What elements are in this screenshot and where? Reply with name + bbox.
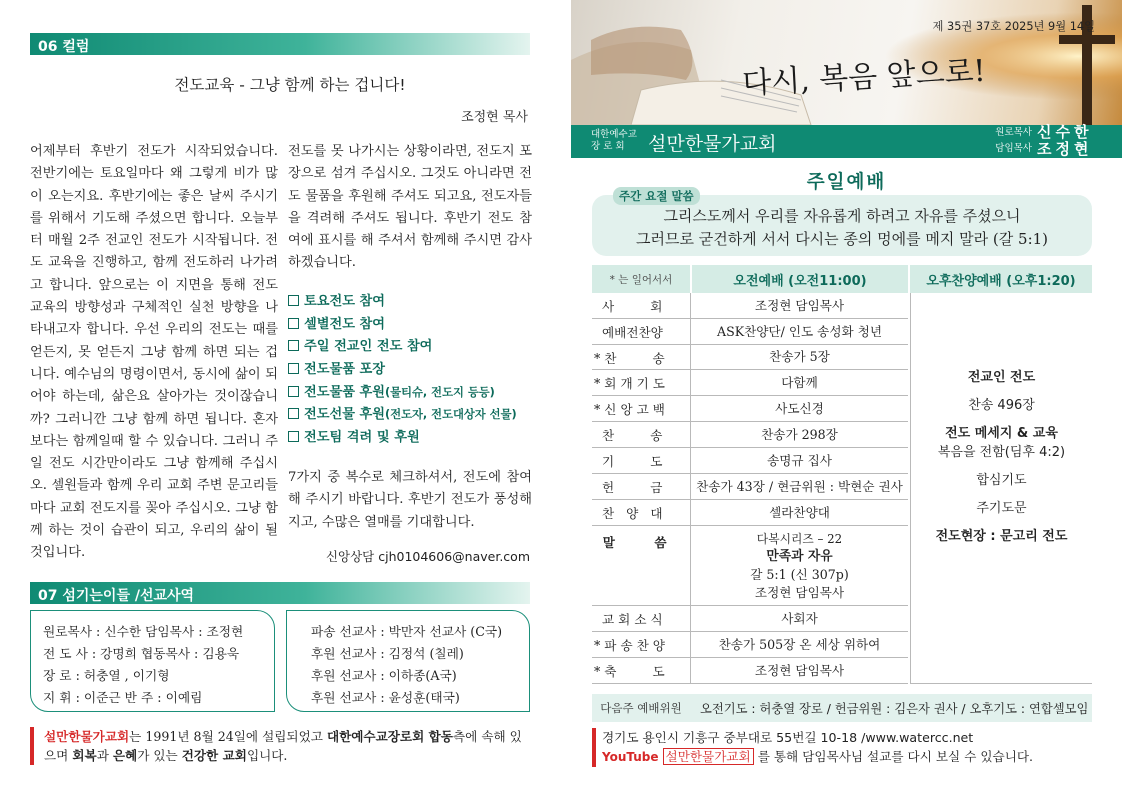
youtube-logo: YouTube <box>602 750 659 764</box>
verse-line: 그러므로 굳건하게 서서 다시는 종의 멍에를 메지 말라 (갈 5:1) <box>635 230 1049 248</box>
service-row <box>592 370 908 396</box>
checklist-item <box>288 313 538 336</box>
next-week-label: 다음주 예배위원 <box>600 701 682 715</box>
service-value <box>691 370 908 395</box>
service-value <box>691 606 908 631</box>
church-bar <box>571 125 1122 158</box>
service-value <box>691 319 908 344</box>
service-value <box>691 448 908 473</box>
service-value-line: ASK찬양단/ 인도 송성화 청년 <box>716 323 883 339</box>
service-value-line: 조정현 담임목사 <box>754 662 845 678</box>
service-item: * 신 앙 고 백 <box>592 396 691 421</box>
service-item: 헌 금 <box>592 474 691 499</box>
service-value-line: 사도신경 <box>775 400 824 416</box>
service-row <box>592 396 908 422</box>
service-item: * 파 송 찬 양 <box>592 632 691 657</box>
intro-text: 입니다. <box>246 748 288 763</box>
service-row <box>592 293 908 319</box>
role-label: 원로목사 <box>995 127 1032 138</box>
church-contact <box>592 728 1092 767</box>
checklist-item <box>288 335 538 358</box>
missions-box <box>286 610 530 712</box>
service-item: 말 씀 <box>592 526 691 605</box>
servants-row: 지 휘 : 이준근 반 주 : 이예림 <box>43 690 203 705</box>
service-row <box>592 632 908 658</box>
service-item: * 찬 송 <box>592 345 691 369</box>
checklist-note: (물티슈, 전도지 등등) <box>385 385 495 399</box>
youtube-channel-link[interactable]: 설만한물가교회 <box>663 748 754 765</box>
service-value-line: 다복시리즈 – 22 <box>756 531 843 546</box>
verse-line: 그리스도께서 우리를 자유롭게 하려고 자유를 주셨으니 <box>663 207 1021 225</box>
youtube-text: 를 통해 담임목사님 설교를 다시 보실 수 있습니다. <box>753 749 1034 764</box>
afternoon-service-order <box>910 293 1092 684</box>
checklist-item <box>288 426 538 449</box>
service-row <box>592 658 908 684</box>
checklist-item <box>288 358 538 381</box>
missions-row: 후원 선교사 : 김정석 (칠레) <box>311 646 464 661</box>
missions-row: 후원 선교사 : 이하종(A국) <box>311 668 457 683</box>
checklist-item <box>288 403 538 426</box>
service-value-line: 갈 5:1 (신 307p) <box>750 566 849 582</box>
checklist-note: (전도자, 전도대상자 선물) <box>385 408 517 422</box>
service-item: * 축 도 <box>592 658 691 683</box>
afternoon-item: 전도현장 : 문고리 전도 <box>935 529 1068 544</box>
checklist-label: 전도팀 격려 및 후원 <box>304 430 420 446</box>
column-paragraph-2: 전도를 못 나가시는 상황이라면, 전도지 포장으로 섬겨 주십시오. 그것도 아니라면 전도 물품을 후원해 주셔도 되고요, 전도자들을 격려해 주셔도 됩니다. 후반기 전도 참여에 표시를 해 주셔서 함께해 주시면 감사하겠습니다. <box>288 144 532 271</box>
service-value <box>691 658 908 683</box>
afternoon-item: 전교인 전도 <box>967 370 1036 385</box>
service-row <box>592 526 908 606</box>
intro-word: 은혜 <box>112 748 138 763</box>
intro-word: 회복 <box>72 748 97 763</box>
evangelism-checklist <box>288 290 538 449</box>
service-value-line: 셀라찬양대 <box>769 504 830 520</box>
column-paragraph-3: 7가지 중 복수로 체크하셔서, 전도에 참여해 주시기 바랍니다. 후반기 전도가 풍성해 지고, 수많은 열매를 기대합니다. <box>288 470 532 530</box>
intro-text: 과 <box>96 748 113 763</box>
worship-title: 주일예배 <box>806 172 887 193</box>
checkbox-icon <box>288 318 299 329</box>
afternoon-item: 합심기도 <box>976 473 1027 488</box>
intro-text: 측에 속해 있으며 <box>44 729 522 763</box>
afternoon-item: 찬송 496장 <box>968 398 1035 413</box>
service-row <box>592 319 908 345</box>
service-row <box>592 500 908 526</box>
checklist-label: 셀별전도 참여 <box>304 316 386 332</box>
next-week-servers <box>592 694 1092 722</box>
denomination-label <box>591 129 637 152</box>
service-value <box>691 396 908 421</box>
service-value <box>691 345 908 369</box>
missions-row: 파송 선교사 : 박만자 선교사 (C국) <box>311 624 503 639</box>
morning-service-header: 오전예배 (오전11:00) <box>692 265 908 293</box>
checklist-item <box>288 290 538 313</box>
intro-text: 가 있는 <box>137 748 182 763</box>
church-name-red: 설만한물가교회 <box>44 729 130 744</box>
denomination-line: 장 로 회 <box>591 140 625 152</box>
service-value-line: 찬송가 298장 <box>761 426 838 442</box>
counsel-contact: 신앙상담 cjh0104606@naver.com <box>325 549 530 564</box>
pastor-name: 조정현 <box>1037 140 1093 158</box>
verse-tag: 주간 요절 말씀 <box>613 187 700 205</box>
service-value <box>691 526 908 605</box>
servants-row: 원로목사 : 신수한 담임목사 : 조정현 <box>43 624 244 639</box>
service-item: 예배전찬양 <box>592 319 691 344</box>
service-value <box>691 500 908 525</box>
service-value-line: 찬송가 505장 온 세상 위하여 <box>718 636 881 652</box>
service-value-line: 송명규 집사 <box>767 452 832 468</box>
service-item: 기 도 <box>592 448 691 473</box>
servants-row: 전 도 사 : 강명희 협동목사 : 김용욱 <box>43 646 240 661</box>
checkbox-icon <box>288 363 299 374</box>
intro-word: 건강한 교회 <box>181 748 247 763</box>
pastor-name: 신수한 <box>1037 123 1093 141</box>
service-value-line: 만족과 자유 <box>766 548 833 564</box>
checkbox-icon <box>288 340 299 351</box>
intro-text: 는 1991년 8월 24일에 설립되었고 <box>129 729 327 744</box>
checklist-label: 토요전도 참여 <box>304 294 386 309</box>
service-item: 찬 양 대 <box>592 500 691 525</box>
afternoon-item: 전도 메세지 & 교육 <box>945 426 1058 441</box>
service-value <box>691 293 908 318</box>
slogan: 다시, 복음 앞으로! <box>741 53 987 102</box>
checklist-label: 주일 전교인 전도 참여 <box>304 339 433 355</box>
morning-service-order <box>592 293 908 684</box>
service-value <box>691 632 908 657</box>
denomination-line: 대한예수교 <box>591 129 637 140</box>
service-item: * 회 개 기 도 <box>592 370 691 395</box>
pastor-roles <box>978 125 1032 157</box>
service-item: 사 회 <box>592 293 691 318</box>
missions-row: 후원 선교사 : 윤성훈(태국) <box>311 690 460 705</box>
service-value-line: 찬송가 5장 <box>769 349 830 364</box>
pastor-names <box>1037 124 1092 158</box>
column-paragraph-1: 어제부터 후반기 전도가 시작되었습니다. 전반기에는 토요일마다 왜 그렇게 비가 많이 오는지요. 후반기에는 좋은 날씨 주시기를 위해서 기도해 주셨으면 합니다. 오늘부터 매월 2주 전교인 전도가 시작됩니다. 전도 교육을 진행하고, 함께 전도하러 나가려고 합니다. 앞으로는 이 지면을 통해 전도 교육의 방향성과 구체적인 실천 방향을 나타내고자 합니다. 우선 우리의 전도는 때를 얻든지, 못 얻든지 그냥 함께 하면 되는 겁니다. 예수님의 명령이면서, 동시에 삶이 되어야 하는데, 삶은요 살아가는 것이잖습니까? 그러니깐 그냥 함께 하면 됩니다. 혼자보다는 함께일때 할 수 있습니다. 그러니 주일 전도 시간만이라도 그냥 함께해 주십시오. 셀원들과 함께 우리 교회 주변 문고리들마다 교회 전도지를 꽂아 주십시오. 그냥 함께 하는 것이 습관이 되고, 우리의 삶이 될 것입니다. <box>30 144 278 561</box>
service-item: 찬 송 <box>592 422 691 447</box>
next-week-value: 오전기도 : 허충열 장로 / 헌금위원 : 김은자 권사 / 오후기도 : 연합셀모임 <box>700 702 1089 716</box>
column-title: 전도교육 - 그냥 함께 하는 겁니다! <box>174 76 406 94</box>
issue-info: 제 35권 37호 2025년 9월 14일 <box>932 20 1095 33</box>
checklist-label: 전도물품 후원 <box>304 384 386 400</box>
service-value <box>691 474 908 499</box>
address: 경기도 용인시 기흥구 중부대로 55번길 10-18 /www.watercc.net <box>602 730 974 745</box>
checklist-item <box>288 381 538 404</box>
checkbox-icon <box>288 295 299 306</box>
weekly-verse <box>592 205 1092 251</box>
column-author: 조정현 목사 <box>461 110 528 125</box>
service-value <box>691 422 908 447</box>
servants-box <box>30 610 275 712</box>
service-value-line: 조정현 담임목사 <box>754 297 845 313</box>
section-07-header: 07 섬기는이들 /선교사역 <box>30 582 530 604</box>
church-name: 설만한물가교회 <box>648 133 777 155</box>
checkbox-icon <box>288 386 299 397</box>
checklist-label: 전도물품 포장 <box>304 362 386 378</box>
standing-note: * 는 일어서서 <box>592 265 690 293</box>
service-value-line: 찬송가 43장 / 현금위원 : 박현순 권사 <box>696 478 903 494</box>
service-row <box>592 448 908 474</box>
service-value-line: 다함께 <box>781 374 818 390</box>
checkbox-icon <box>288 431 299 442</box>
service-row <box>592 345 908 370</box>
service-row <box>592 474 908 500</box>
servants-row: 장 로 : 허충열 , 이기형 <box>43 668 170 683</box>
afternoon-item: 복음을 전함(딤후 4:2) <box>937 445 1066 460</box>
service-item: 교 회 소 식 <box>592 606 691 631</box>
service-value-line: 사회자 <box>781 610 818 626</box>
church-intro <box>30 727 530 765</box>
service-row <box>592 422 908 448</box>
denomination: 대한예수교장로회 합동 <box>326 729 453 744</box>
checklist-label: 전도선물 후원 <box>304 407 386 423</box>
checkbox-icon <box>288 408 299 419</box>
youtube-line <box>602 747 1092 767</box>
afternoon-service-header: 오후찬양예배 (오후1:20) <box>910 265 1092 293</box>
service-row <box>592 606 908 632</box>
role-label: 담임목사 <box>995 143 1032 154</box>
service-value-line: 조정현 담임목사 <box>754 584 845 600</box>
section-06-header: 06 컬럼 <box>30 33 530 55</box>
afternoon-item: 주기도문 <box>976 501 1027 516</box>
